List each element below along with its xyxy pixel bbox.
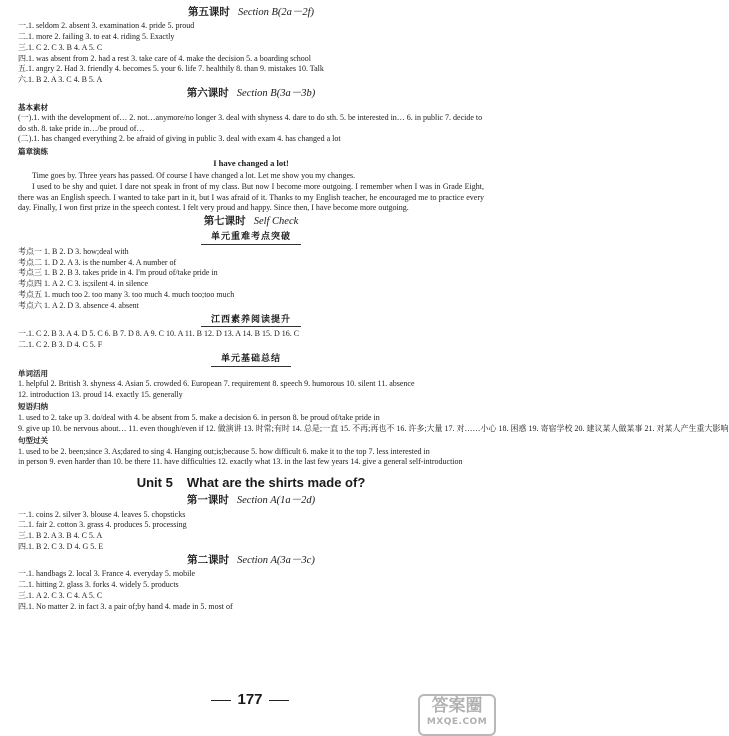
unit-title [18, 475, 484, 492]
banner-heading [18, 354, 484, 367]
page-number-dash-right [269, 700, 289, 701]
answer-line: 考点二 1. D 2. A 3. is the number 4. A number of [18, 257, 177, 267]
answer-line: 四.1. was absent from 2. had a rest 3. take care of 4. make the decision 5. a boarding school [18, 53, 312, 63]
banner-heading-text: 江西素养阅读提升 [201, 315, 301, 328]
essay-paragraph: I used to be shy and quiet. I dare not speak in front of my class. But now I become more outgoing. I remember when I was in Grade Eight, there was an English speech. I wanted to take part in it, but I was afraid of it. Thanks to my English teacher, he encouraged me to practice every day. Finally, I won first prize in the speech contest. I felt very proud and happy. Since then, I have become more outgoing. [18, 182, 484, 212]
banner-heading-text: 单元重难考点突破 [201, 232, 301, 245]
banner-heading [18, 232, 484, 245]
unit-title-question: What are the shirts made of? [186, 474, 366, 490]
subsection-heading: 单词活用 [18, 368, 48, 378]
answer-page [18, 4, 729, 612]
answer-line: 考点六 1. A 2. D 3. absence 4. absent [18, 300, 139, 310]
subsection-heading: 句型过关 [18, 435, 48, 445]
answer-line: (二).1. has changed everything 2. be afraid of giving in public 3. deal with exam 4. has changed a lot [18, 134, 341, 144]
answer-line: 考点三 1. B 2. B 3. takes pride in 4. I'm proud of/take pride in [18, 268, 218, 278]
answer-line: 12. introduction 13. proud 14. exactly 15. generally [18, 390, 183, 400]
answer-line: 三.1. B 2. A 3. B 4. C 5. A [18, 531, 103, 541]
answer-line: 六.1. B 2. A 3. C 4. B 5. A [18, 75, 103, 85]
answer-line: 三.1. A 2. C 3. C 4. A 5. C [18, 590, 103, 600]
answer-line: 四.1. No matter 2. in fact 3. a pair of;by hand 4. made in 5. most of [18, 601, 233, 611]
answer-line: 四.1. B 2. C 3. D 4. G 5. E [18, 541, 104, 551]
section-title [18, 215, 484, 228]
section-title-cn: 第五课时 [187, 6, 230, 18]
section-title-cn: 第七课时 [203, 214, 246, 227]
site-watermark-logo [418, 694, 496, 736]
section-title-en: Section B(2a－2f) [237, 7, 315, 18]
page-number-dash-left [211, 700, 231, 701]
answer-line: 一.1. coins 2. silver 3. blouse 4. leaves 5. chopsticks [18, 509, 186, 519]
section-title-en: Section A(1a－2d) [236, 495, 316, 507]
answer-line: 一.1. handbags 2. local 3. France 4. everyday 5. mobile [18, 569, 196, 579]
answer-line: 二.1. more 2. failing 3. to eat 4. riding 5. Exactly [18, 32, 175, 42]
answer-line: 五.1. angry 2. Had 3. friendly 4. becomes 5. your 6. life 7. healthily 8. than 9. mistakes 10. Talk [18, 64, 324, 74]
answer-line: 二.1. C 2. B 3. D 4. C 5. F [18, 340, 103, 350]
unit-title-number: Unit 5 [136, 474, 173, 490]
essay-title: I have changed a lot! [213, 158, 289, 169]
subsection-heading: 篇章演练 [18, 146, 48, 156]
answer-line: 9. give up 10. be nervous about… 11. even though/even if 12. 做演讲 13. 时常;有时 14. 总是;一直 15. 不再;再也不 16. 许多;大量 17. 对……小心 18. 困惑 19. 寄宿学校 20. 建议某人做某事 21. 对某人产生重大影响 [18, 423, 729, 433]
answer-line: 一.1. seldom 2. absent 3. examination 4. pride 5. proud [18, 21, 195, 31]
section-title-cn: 第一课时 [186, 494, 229, 507]
section-title [18, 6, 484, 19]
page-number-text: 177 [237, 691, 263, 708]
answer-line: 二.1. hitting 2. glass 3. forks 4. widely 5. products [18, 580, 179, 590]
answer-line: in person 9. even harder than 10. be there 11. have difficulties 12. exactly what 13. in the last few years 14. give a general self-introduction [18, 457, 463, 467]
section-title-en: Section B(3a－3b) [236, 88, 316, 100]
section-title-cn: 第六课时 [186, 87, 229, 100]
answer-line: 1. used to be 2. been;since 3. As;dared to sing 4. Hanging out;is;because 5. how difficult 6. make it to the top 7. less interested in [18, 446, 430, 456]
answer-line: 三.1. C 2. C 3. B 4. A 5. C [18, 42, 103, 52]
answer-line: 1. used to 2. take up 3. do/deal with 4. be absent from 5. make a decision 6. in person 8. be proud of/take pride in [18, 413, 380, 422]
essay-paragraph: Time goes by. Three years has passed. Of course I have changed a lot. Let me show you my changes. [32, 171, 356, 181]
answer-line: 考点四 1. A 2. C 3. is;silent 4. in silence [18, 279, 148, 289]
watermark-line1: 答案圈 [431, 696, 483, 716]
section-title [18, 494, 484, 507]
answer-line: 二.1. fair 2. cotton 3. grass 4. produces 5. processing [18, 520, 187, 530]
section-title [18, 87, 484, 100]
answer-line: 1. helpful 2. British 3. shyness 4. Asian 5. crowded 6. European 7. requirement 8. speech 9. humorous 10. silent 11. absence [18, 379, 415, 389]
watermark-line2: MXQE.COM [426, 717, 488, 727]
banner-heading [18, 315, 484, 328]
section-title-en: Section A(3a－3c) [237, 555, 315, 567]
section-title-en: Self Check [253, 215, 299, 227]
section-title-cn: 第二课时 [187, 554, 230, 567]
answer-line: 考点一 1. B 2. D 3. how;deal with [18, 246, 129, 256]
banner-heading-text: 单元基础总结 [211, 354, 291, 367]
answer-line: 一.1. C 2. B 3. A 4. D 5. C 6. B 7. D 8. A 9. C 10. A 11. B 12. D 13. A 14. B 15. D 16. C [18, 329, 300, 339]
answer-line: 考点五 1. much too 2. too many 3. too much 4. much too;too much [18, 289, 235, 299]
section-title [18, 554, 484, 567]
subsection-heading: 短语归纳 [18, 402, 48, 412]
answer-line: (一).1. with the development of… 2. not…anymore/no longer 3. deal with shyness 4. dare to do sth. 5. be interested in… 6. in public 7. decide to do sth. 8. take pride in…/be proud of… [18, 113, 483, 133]
subsection-heading: 基本素材 [18, 102, 48, 112]
